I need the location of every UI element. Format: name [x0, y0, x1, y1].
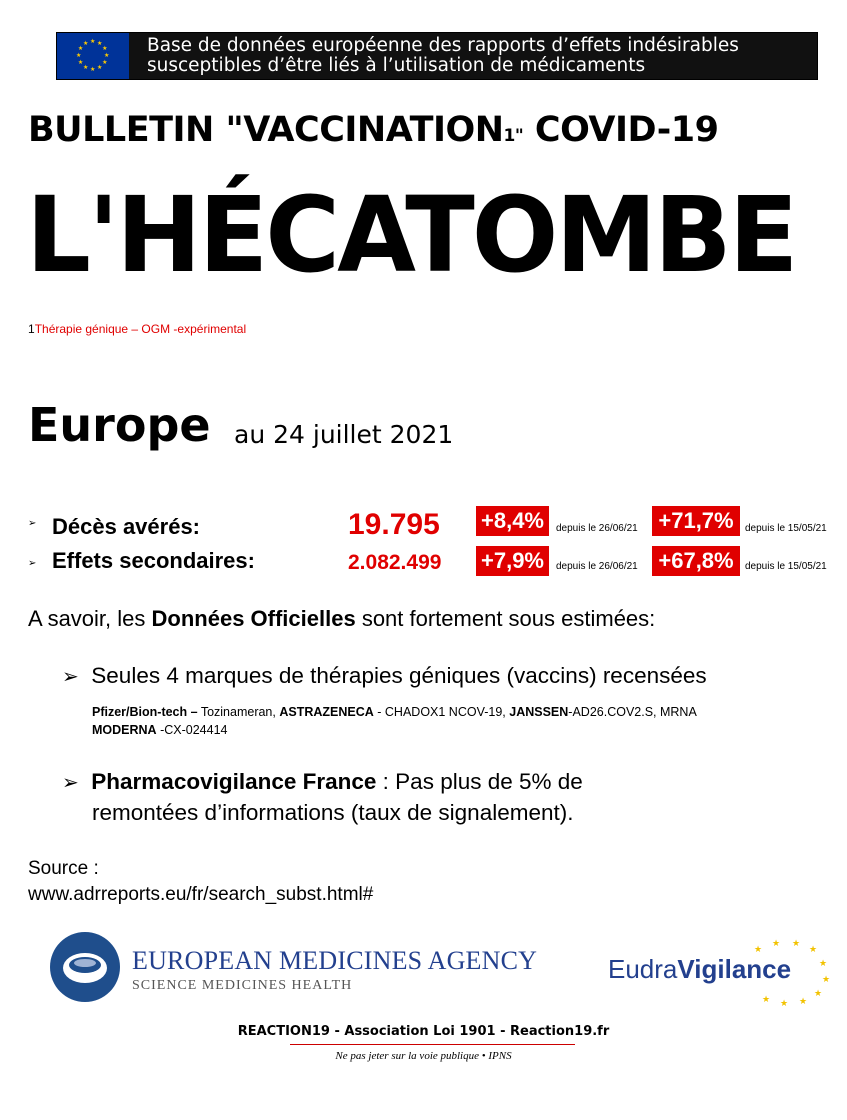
brand-astrazeneca: ASTRAZENECA — [279, 705, 374, 719]
ema-name: EUROPEAN MEDICINES AGENCY — [132, 946, 538, 975]
star-icon: ★ — [819, 958, 828, 968]
eu-star-icon: ★ — [83, 65, 89, 72]
stat-value: 19.795 — [348, 508, 440, 541]
vigilance-part: Vigilance — [677, 954, 792, 984]
brand-text: Tozinameran, — [197, 705, 280, 719]
bulletin-footnote-mark: 1" — [503, 126, 524, 146]
source-block — [28, 856, 373, 908]
bulletin-title — [28, 110, 718, 150]
notice-text-end: sont fortement sous estimées: — [355, 606, 656, 631]
eudravigilance-text — [608, 954, 791, 985]
notice-text: A savoir, les — [28, 606, 152, 631]
stat-label: Effets secondaires: — [52, 548, 255, 573]
bulletin-title-main: BULLETIN "VACCINATION — [28, 110, 504, 150]
eudra-part: Eudra — [608, 954, 678, 984]
eu-star-icon: ★ — [102, 46, 108, 52]
eu-star-icon: ★ — [77, 46, 84, 52]
brand-pfizer: Pfizer/Bion-tech – — [92, 705, 198, 719]
stat-pct-1: +7,9% — [476, 546, 549, 576]
footnote-text: Thérapie génique – OGM -expérimental — [34, 322, 247, 336]
star-icon: ★ — [799, 996, 808, 1006]
pharmacovigilance-line-2: remontées d’informations (taux de signalement). — [92, 800, 574, 825]
stat-since-2: depuis le 15/05/21 — [745, 561, 827, 572]
footnote-number: 1 — [28, 322, 35, 336]
report-date: au 24 juillet 2021 — [234, 420, 454, 449]
star-icon: ★ — [762, 994, 771, 1004]
headline: L'HÉCATOMBE — [26, 174, 796, 296]
star-icon: ★ — [809, 944, 818, 954]
eu-star-icon: ★ — [90, 39, 96, 45]
bullet-arrow-icon: ➢ — [28, 558, 37, 569]
notice-sentence — [28, 606, 655, 632]
stat-row-side-effects — [28, 546, 847, 582]
stat-since-1: depuis le 26/06/21 — [556, 561, 638, 572]
star-icon: ★ — [822, 974, 831, 984]
footer-association: REACTION19 - Association Loi 1901 - Reaction19.fr — [237, 1024, 610, 1039]
source-url[interactable]: www.adrreports.eu/fr/search_subst.html# — [28, 884, 374, 905]
arrow-icon: ➢ — [62, 772, 79, 794]
star-icon: ★ — [814, 988, 823, 998]
stat-row-deaths — [28, 506, 847, 542]
bulletin-title-end: COVID-19 — [523, 110, 719, 150]
brand-moderna: MODERNA — [92, 723, 157, 737]
ema-emblem-icon — [50, 932, 120, 1002]
eu-star-icon: ★ — [76, 53, 82, 59]
point-brands-text: Seules 4 marques de thérapies géniques (vaccins) recensées — [91, 663, 707, 688]
stat-pct-2: +71,7% — [652, 506, 740, 536]
eu-star-icon: ★ — [77, 60, 84, 66]
eu-star-icon: ★ — [97, 40, 103, 47]
point-pharmacovigilance — [62, 769, 583, 795]
footer-notice: Ne pas jeter sur la voie publique • IPNS — [335, 1050, 512, 1062]
notice-bold: Données Officielles — [151, 606, 356, 631]
footer-divider — [290, 1044, 575, 1045]
stat-since-2: depuis le 15/05/21 — [745, 523, 827, 534]
eu-star-icon: ★ — [104, 53, 110, 59]
point-brands — [62, 663, 707, 689]
stat-label: Décès avérés: — [52, 514, 201, 539]
eu-star-icon: ★ — [83, 40, 89, 47]
stat-pct-2: +67,8% — [652, 546, 740, 576]
banner-line-1: Base de données européenne des rapports d’effets indésirables — [147, 35, 739, 56]
star-icon: ★ — [754, 944, 763, 954]
stat-since-1: depuis le 26/06/21 — [556, 523, 638, 534]
eu-star-icon: ★ — [97, 65, 103, 72]
source-label: Source : — [28, 858, 99, 879]
pharmacovigilance-bold: Pharmacovigilance France — [91, 769, 377, 794]
eu-star-icon: ★ — [102, 60, 108, 66]
stat-pct-1: +8,4% — [476, 506, 549, 536]
footnote — [28, 322, 246, 336]
top-banner — [56, 32, 818, 80]
eudravigilance-logo — [604, 936, 836, 1006]
banner-text — [147, 36, 739, 76]
star-icon: ★ — [780, 998, 789, 1008]
star-icon: ★ — [772, 938, 781, 948]
brands-list — [92, 703, 812, 739]
star-icon: ★ — [792, 938, 801, 948]
eu-star-icon: ★ — [90, 67, 96, 73]
brand-text: -AD26.COV2.S, MRNA — [568, 705, 697, 719]
bullet-arrow-icon: ➢ — [28, 518, 37, 529]
pharmacovigilance-text: : Pas plus de 5% de — [376, 769, 583, 794]
stat-value: 2.082.499 — [348, 551, 442, 574]
ema-tagline: SCIENCE MEDICINES HEALTH — [132, 978, 353, 993]
brand-janssen: JANSSEN — [509, 705, 569, 719]
arrow-icon: ➢ — [62, 666, 79, 688]
brand-text: -CX-024414 — [156, 723, 228, 737]
ema-logo — [50, 932, 538, 1004]
brand-text: - CHADOX1 NCOV-19, — [373, 705, 510, 719]
banner-line-2: susceptibles d’être liés à l’utilisation de médicaments — [147, 55, 646, 76]
eu-flag-icon — [57, 33, 129, 79]
region-title: Europe — [28, 398, 211, 452]
